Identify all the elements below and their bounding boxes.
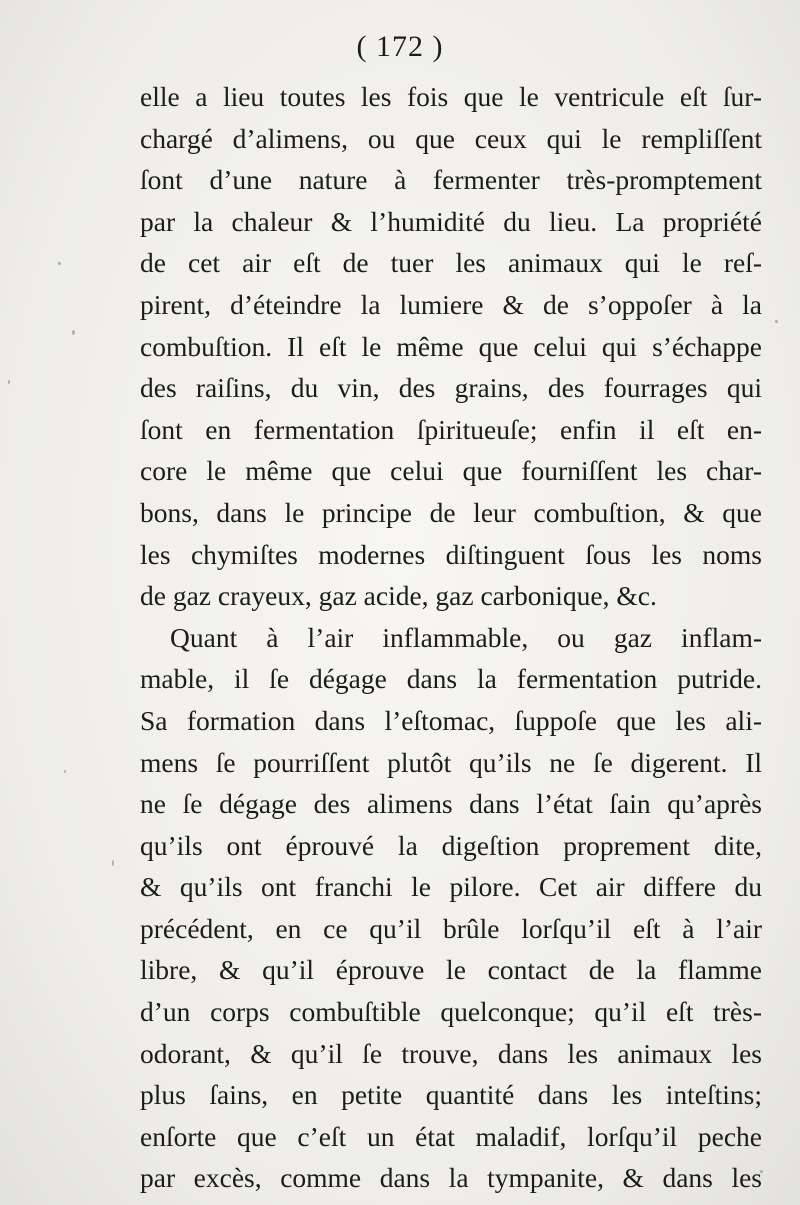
text-line: qu’ils ont éprouvé la digeſtion proprement dite, bbox=[140, 829, 762, 861]
text-line: odorant, & qu’il ſe trouve, dans les animaux les bbox=[140, 1037, 762, 1069]
text-line: les chymiſtes modernes diſtinguent ſous les noms bbox=[140, 538, 762, 570]
text-line: enſorte que c’eſt un état maladif, lorſqu’il peche bbox=[140, 1120, 762, 1152]
text-line: pirent, d’éteindre la lumiere & de s’oppoſer à la bbox=[140, 288, 762, 320]
text-line: d’un corps combuſtible quelconque; qu’il eſt très- bbox=[140, 996, 762, 1028]
text-line: combuſtion. Il eſt le même que celui qui s’échappe bbox=[140, 330, 762, 362]
text-line: ſont en fermentation ſpiritueuſe; enfin il eſt en- bbox=[140, 413, 762, 445]
text-line: & qu’ils ont franchi le pilore. Cet air differe du bbox=[140, 871, 762, 903]
text-line: mable, il ſe dégage dans la fermentation putride. bbox=[140, 663, 762, 695]
text-line: core le même que celui que fourniſſent les char- bbox=[140, 455, 762, 487]
text-line: plus ſains, en petite quantité dans les inteſtins; bbox=[140, 1079, 762, 1111]
text-line: par la chaleur & l’humidité du lieu. La propriété bbox=[140, 205, 762, 237]
text-line: mens ſe pourriſſent plutôt qu’ils ne ſe digerent. Il bbox=[140, 746, 762, 778]
text-line: précédent, en ce qu’il brûle lorſqu’il eſt à l’air bbox=[140, 912, 762, 944]
paragraph-start-line: Quant à l’air inflammable, ou gaz inflam- bbox=[170, 621, 762, 653]
text-line: ſont d’une nature à fermenter très-promptement bbox=[140, 164, 762, 196]
text-line: Sa formation dans l’eſtomac, ſuppoſe que les ali- bbox=[140, 704, 762, 736]
text-line: bons, dans le principe de leur combuſtion, & que bbox=[140, 496, 762, 528]
text-line: par excès, comme dans la tympanite, & dans les bbox=[140, 1162, 762, 1194]
page-number: ( 172 ) bbox=[356, 30, 444, 63]
text-line: des raiſins, du vin, des grains, des fourrages qui bbox=[140, 372, 762, 404]
text-line: elle a lieu toutes les fois que le ventricule eſt ſur- bbox=[140, 81, 762, 112]
text-line: ne ſe dégage des alimens dans l’état ſain qu’après bbox=[140, 788, 762, 820]
body-text bbox=[140, 76, 762, 1199]
paragraph-end-line: de gaz crayeux, gaz acide, gaz carbonique, &c. bbox=[140, 580, 657, 612]
text-line: de cet air eſt de tuer les animaux qui le reſ- bbox=[140, 247, 762, 279]
text-line: chargé d’alimens, ou que ceux qui le rempliſſent bbox=[140, 122, 762, 154]
text-line: libre, & qu’il éprouve le contact de la flamme bbox=[140, 954, 762, 986]
